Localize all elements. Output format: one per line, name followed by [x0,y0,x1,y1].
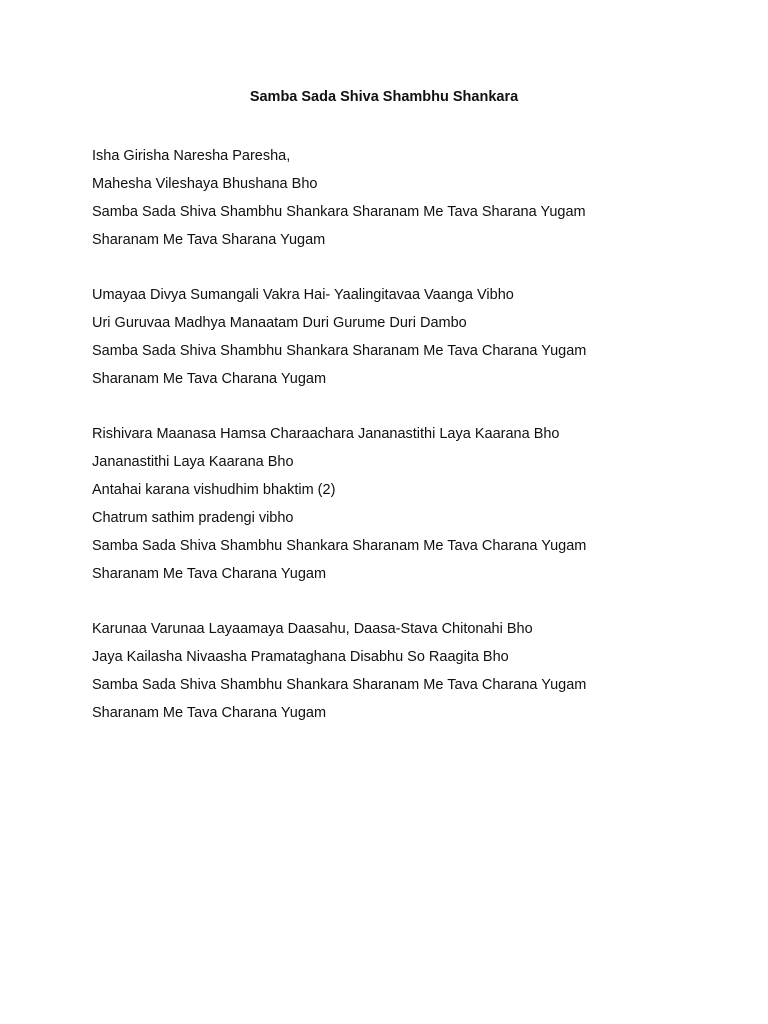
stanza-3 [92,420,732,588]
lyric-line: Karunaa Varunaa Layaamaya Daasahu, Daasa-Stava Chitonahi Bho [92,621,533,637]
lyric-line: Samba Sada Shiva Shambhu Shankara Sharanam Me Tava Charana Yugam [92,538,587,554]
lyric-line: Sharanam Me Tava Charana Yugam [92,566,327,582]
lyric-line: Rishivara Maanasa Hamsa Charaachara Jananastithi Laya Kaarana Bho [92,426,560,442]
lyric-line: Chatrum sathim pradengi vibho [92,510,294,526]
lyric-line: Umayaa Divya Sumangali Vakra Hai- Yaalingitavaa Vaanga Vibho [92,287,514,303]
lyric-line: Sharanam Me Tava Sharana Yugam [92,232,326,248]
lyric-line: Jananastithi Laya Kaarana Bho [92,454,294,470]
stanza-2 [92,281,732,393]
lyric-line: Mahesha Vileshaya Bhushana Bho [92,176,318,192]
document-body [92,142,732,754]
lyric-line: Jaya Kailasha Nivaasha Pramataghana Disabhu So Raagita Bho [92,649,509,665]
stanza-4 [92,615,732,727]
lyric-line: Samba Sada Shiva Shambhu Shankara Sharanam Me Tava Charana Yugam [92,343,587,359]
lyric-line: Sharanam Me Tava Charana Yugam [92,705,327,721]
document-title: Samba Sada Shiva Shambhu Shankara [249,89,519,105]
lyric-line: Samba Sada Shiva Shambhu Shankara Sharanam Me Tava Charana Yugam [92,677,587,693]
lyric-line: Isha Girisha Naresha Paresha, [92,148,291,164]
stanza-1 [92,142,732,254]
lyric-line: Sharanam Me Tava Charana Yugam [92,371,327,387]
lyric-line: Antahai karana vishudhim bhaktim (2) [92,482,336,498]
lyric-line: Samba Sada Shiva Shambhu Shankara Sharanam Me Tava Sharana Yugam [92,204,586,220]
lyric-line: Uri Guruvaa Madhya Manaatam Duri Gurume Duri Dambo [92,315,467,331]
